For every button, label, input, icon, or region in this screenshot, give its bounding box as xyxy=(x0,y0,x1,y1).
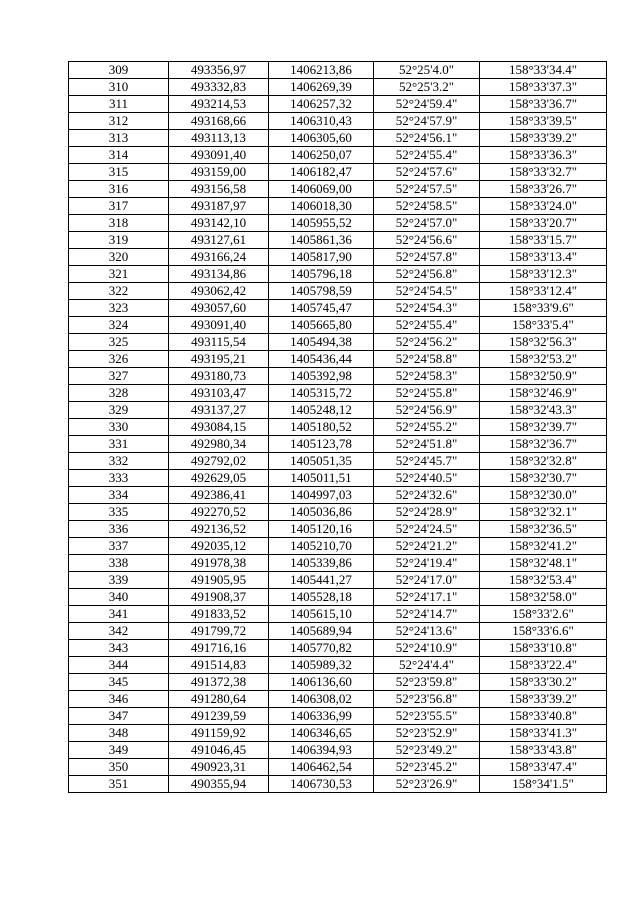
y-coordinate-cell: 1405123,78 xyxy=(269,436,374,453)
x-coordinate-cell: 493187,97 xyxy=(169,198,269,215)
latitude-cell: 52°24'57.8" xyxy=(374,249,480,266)
point-number-cell: 317 xyxy=(69,198,169,215)
latitude-cell: 52°24'54.3" xyxy=(374,300,480,317)
x-coordinate-cell: 493134,86 xyxy=(169,266,269,283)
table-row xyxy=(69,130,607,147)
y-coordinate-cell: 1406462,54 xyxy=(269,759,374,776)
x-coordinate-cell: 493091,40 xyxy=(169,317,269,334)
y-coordinate-cell: 1405036,86 xyxy=(269,504,374,521)
longitude-cell: 158°33'47.4" xyxy=(480,759,607,776)
table-row xyxy=(69,215,607,232)
table-row xyxy=(69,572,607,589)
point-number-cell: 350 xyxy=(69,759,169,776)
table-row xyxy=(69,657,607,674)
y-coordinate-cell: 1406136,60 xyxy=(269,674,374,691)
x-coordinate-cell: 491978,38 xyxy=(169,555,269,572)
point-number-cell: 333 xyxy=(69,470,169,487)
point-number-cell: 312 xyxy=(69,113,169,130)
table-row xyxy=(69,113,607,130)
table-row xyxy=(69,232,607,249)
y-coordinate-cell: 1405796,18 xyxy=(269,266,374,283)
table-row xyxy=(69,385,607,402)
x-coordinate-cell: 493137,27 xyxy=(169,402,269,419)
y-coordinate-cell: 1406730,53 xyxy=(269,776,374,793)
latitude-cell: 52°24'58.8" xyxy=(374,351,480,368)
point-number-cell: 342 xyxy=(69,623,169,640)
table-row xyxy=(69,708,607,725)
table-row xyxy=(69,725,607,742)
latitude-cell: 52°24'59.4" xyxy=(374,96,480,113)
x-coordinate-cell: 493091,40 xyxy=(169,147,269,164)
table-row xyxy=(69,249,607,266)
x-coordinate-cell: 491239,59 xyxy=(169,708,269,725)
x-coordinate-cell: 493103,47 xyxy=(169,385,269,402)
point-number-cell: 320 xyxy=(69,249,169,266)
x-coordinate-cell: 491280,64 xyxy=(169,691,269,708)
table-row xyxy=(69,555,607,572)
x-coordinate-cell: 492136,52 xyxy=(169,521,269,538)
table-row xyxy=(69,96,607,113)
y-coordinate-cell: 1405441,27 xyxy=(269,572,374,589)
x-coordinate-cell: 493332,83 xyxy=(169,79,269,96)
point-number-cell: 340 xyxy=(69,589,169,606)
longitude-cell: 158°33'5.4" xyxy=(480,317,607,334)
x-coordinate-cell: 492629,05 xyxy=(169,470,269,487)
y-coordinate-cell: 1405011,51 xyxy=(269,470,374,487)
point-number-cell: 345 xyxy=(69,674,169,691)
x-coordinate-cell: 492792,02 xyxy=(169,453,269,470)
latitude-cell: 52°23'56.8" xyxy=(374,691,480,708)
latitude-cell: 52°24'24.5" xyxy=(374,521,480,538)
y-coordinate-cell: 1405989,32 xyxy=(269,657,374,674)
latitude-cell: 52°24'57.5" xyxy=(374,181,480,198)
table-row xyxy=(69,674,607,691)
x-coordinate-cell: 491514,83 xyxy=(169,657,269,674)
point-number-cell: 348 xyxy=(69,725,169,742)
point-number-cell: 331 xyxy=(69,436,169,453)
longitude-cell: 158°33'34.4" xyxy=(480,62,607,79)
y-coordinate-cell: 1404997,03 xyxy=(269,487,374,504)
x-coordinate-cell: 493156,58 xyxy=(169,181,269,198)
point-number-cell: 318 xyxy=(69,215,169,232)
x-coordinate-cell: 493159,00 xyxy=(169,164,269,181)
y-coordinate-cell: 1406305,60 xyxy=(269,130,374,147)
longitude-cell: 158°32'36.5" xyxy=(480,521,607,538)
y-coordinate-cell: 1405615,10 xyxy=(269,606,374,623)
x-coordinate-cell: 491799,72 xyxy=(169,623,269,640)
x-coordinate-cell: 492386,41 xyxy=(169,487,269,504)
latitude-cell: 52°24'57.6" xyxy=(374,164,480,181)
latitude-cell: 52°23'49.2" xyxy=(374,742,480,759)
longitude-cell: 158°33'41.3" xyxy=(480,725,607,742)
y-coordinate-cell: 1406213,86 xyxy=(269,62,374,79)
point-number-cell: 349 xyxy=(69,742,169,759)
longitude-cell: 158°32'46.9" xyxy=(480,385,607,402)
table-row xyxy=(69,759,607,776)
point-number-cell: 322 xyxy=(69,283,169,300)
latitude-cell: 52°24'10.9" xyxy=(374,640,480,657)
point-number-cell: 327 xyxy=(69,368,169,385)
y-coordinate-cell: 1405392,98 xyxy=(269,368,374,385)
table-row xyxy=(69,623,607,640)
latitude-cell: 52°24'56.2" xyxy=(374,334,480,351)
y-coordinate-cell: 1405494,38 xyxy=(269,334,374,351)
latitude-cell: 52°25'3.2" xyxy=(374,79,480,96)
x-coordinate-cell: 492980,34 xyxy=(169,436,269,453)
latitude-cell: 52°23'45.2" xyxy=(374,759,480,776)
table-row xyxy=(69,521,607,538)
latitude-cell: 52°24'57.9" xyxy=(374,113,480,130)
coordinates-table xyxy=(68,61,607,793)
longitude-cell: 158°32'30.7" xyxy=(480,470,607,487)
x-coordinate-cell: 491372,38 xyxy=(169,674,269,691)
longitude-cell: 158°33'12.3" xyxy=(480,266,607,283)
table-row xyxy=(69,436,607,453)
x-coordinate-cell: 491159,92 xyxy=(169,725,269,742)
point-number-cell: 339 xyxy=(69,572,169,589)
point-number-cell: 313 xyxy=(69,130,169,147)
longitude-cell: 158°32'30.0" xyxy=(480,487,607,504)
table-row xyxy=(69,164,607,181)
y-coordinate-cell: 1406310,43 xyxy=(269,113,374,130)
point-number-cell: 310 xyxy=(69,79,169,96)
latitude-cell: 52°24'57.0" xyxy=(374,215,480,232)
table-row xyxy=(69,62,607,79)
point-number-cell: 324 xyxy=(69,317,169,334)
point-number-cell: 329 xyxy=(69,402,169,419)
x-coordinate-cell: 493084,15 xyxy=(169,419,269,436)
table-row xyxy=(69,266,607,283)
latitude-cell: 52°24'40.5" xyxy=(374,470,480,487)
x-coordinate-cell: 490355,94 xyxy=(169,776,269,793)
table-row xyxy=(69,283,607,300)
longitude-cell: 158°33'26.7" xyxy=(480,181,607,198)
table-row xyxy=(69,453,607,470)
point-number-cell: 346 xyxy=(69,691,169,708)
y-coordinate-cell: 1405248,12 xyxy=(269,402,374,419)
point-number-cell: 338 xyxy=(69,555,169,572)
longitude-cell: 158°33'20.7" xyxy=(480,215,607,232)
latitude-cell: 52°24'56.9" xyxy=(374,402,480,419)
longitude-cell: 158°33'10.8" xyxy=(480,640,607,657)
longitude-cell: 158°33'30.2" xyxy=(480,674,607,691)
table-row xyxy=(69,147,607,164)
table-row xyxy=(69,181,607,198)
x-coordinate-cell: 493115,54 xyxy=(169,334,269,351)
latitude-cell: 52°24'17.1" xyxy=(374,589,480,606)
longitude-cell: 158°33'9.6" xyxy=(480,300,607,317)
y-coordinate-cell: 1406394,93 xyxy=(269,742,374,759)
table-row xyxy=(69,589,607,606)
y-coordinate-cell: 1406269,39 xyxy=(269,79,374,96)
table-row xyxy=(69,351,607,368)
y-coordinate-cell: 1405120,16 xyxy=(269,521,374,538)
point-number-cell: 311 xyxy=(69,96,169,113)
y-coordinate-cell: 1406336,99 xyxy=(269,708,374,725)
table-row xyxy=(69,691,607,708)
x-coordinate-cell: 491908,37 xyxy=(169,589,269,606)
point-number-cell: 326 xyxy=(69,351,169,368)
y-coordinate-cell: 1405770,82 xyxy=(269,640,374,657)
table-row xyxy=(69,742,607,759)
longitude-cell: 158°33'37.3" xyxy=(480,79,607,96)
table-row xyxy=(69,334,607,351)
latitude-cell: 52°24'58.3" xyxy=(374,368,480,385)
table-row xyxy=(69,300,607,317)
table-row xyxy=(69,487,607,504)
longitude-cell: 158°33'36.7" xyxy=(480,96,607,113)
y-coordinate-cell: 1406250,07 xyxy=(269,147,374,164)
table-row xyxy=(69,538,607,555)
x-coordinate-cell: 493168,66 xyxy=(169,113,269,130)
y-coordinate-cell: 1405955,52 xyxy=(269,215,374,232)
latitude-cell: 52°25'4.0" xyxy=(374,62,480,79)
longitude-cell: 158°32'41.2" xyxy=(480,538,607,555)
table-row xyxy=(69,317,607,334)
y-coordinate-cell: 1406069,00 xyxy=(269,181,374,198)
latitude-cell: 52°24'51.8" xyxy=(374,436,480,453)
longitude-cell: 158°33'15.7" xyxy=(480,232,607,249)
x-coordinate-cell: 493195,21 xyxy=(169,351,269,368)
longitude-cell: 158°32'43.3" xyxy=(480,402,607,419)
longitude-cell: 158°32'53.4" xyxy=(480,572,607,589)
point-number-cell: 335 xyxy=(69,504,169,521)
point-number-cell: 315 xyxy=(69,164,169,181)
latitude-cell: 52°23'52.9" xyxy=(374,725,480,742)
longitude-cell: 158°33'39.2" xyxy=(480,130,607,147)
latitude-cell: 52°24'13.6" xyxy=(374,623,480,640)
longitude-cell: 158°33'22.4" xyxy=(480,657,607,674)
latitude-cell: 52°23'26.9" xyxy=(374,776,480,793)
x-coordinate-cell: 491905,95 xyxy=(169,572,269,589)
point-number-cell: 332 xyxy=(69,453,169,470)
point-number-cell: 319 xyxy=(69,232,169,249)
point-number-cell: 334 xyxy=(69,487,169,504)
x-coordinate-cell: 492035,12 xyxy=(169,538,269,555)
y-coordinate-cell: 1405745,47 xyxy=(269,300,374,317)
y-coordinate-cell: 1405798,59 xyxy=(269,283,374,300)
y-coordinate-cell: 1405436,44 xyxy=(269,351,374,368)
longitude-cell: 158°33'12.4" xyxy=(480,283,607,300)
y-coordinate-cell: 1405817,90 xyxy=(269,249,374,266)
latitude-cell: 52°24'17.0" xyxy=(374,572,480,589)
longitude-cell: 158°33'43.8" xyxy=(480,742,607,759)
latitude-cell: 52°24'32.6" xyxy=(374,487,480,504)
longitude-cell: 158°32'48.1" xyxy=(480,555,607,572)
longitude-cell: 158°33'39.5" xyxy=(480,113,607,130)
table-row xyxy=(69,606,607,623)
x-coordinate-cell: 492270,52 xyxy=(169,504,269,521)
latitude-cell: 52°24'56.8" xyxy=(374,266,480,283)
latitude-cell: 52°24'4.4" xyxy=(374,657,480,674)
longitude-cell: 158°32'56.3" xyxy=(480,334,607,351)
x-coordinate-cell: 493113,13 xyxy=(169,130,269,147)
longitude-cell: 158°32'50.9" xyxy=(480,368,607,385)
point-number-cell: 316 xyxy=(69,181,169,198)
point-number-cell: 330 xyxy=(69,419,169,436)
point-number-cell: 337 xyxy=(69,538,169,555)
x-coordinate-cell: 491046,45 xyxy=(169,742,269,759)
point-number-cell: 347 xyxy=(69,708,169,725)
x-coordinate-cell: 490923,31 xyxy=(169,759,269,776)
table-row xyxy=(69,402,607,419)
x-coordinate-cell: 493214,53 xyxy=(169,96,269,113)
table-row xyxy=(69,198,607,215)
table-row xyxy=(69,79,607,96)
point-number-cell: 321 xyxy=(69,266,169,283)
longitude-cell: 158°32'36.7" xyxy=(480,436,607,453)
y-coordinate-cell: 1405315,72 xyxy=(269,385,374,402)
x-coordinate-cell: 491833,52 xyxy=(169,606,269,623)
table-row xyxy=(69,776,607,793)
x-coordinate-cell: 493142,10 xyxy=(169,215,269,232)
table-row xyxy=(69,368,607,385)
y-coordinate-cell: 1405051,35 xyxy=(269,453,374,470)
y-coordinate-cell: 1405528,18 xyxy=(269,589,374,606)
x-coordinate-cell: 491716,16 xyxy=(169,640,269,657)
point-number-cell: 328 xyxy=(69,385,169,402)
longitude-cell: 158°32'58.0" xyxy=(480,589,607,606)
latitude-cell: 52°24'45.7" xyxy=(374,453,480,470)
point-number-cell: 336 xyxy=(69,521,169,538)
y-coordinate-cell: 1406308,02 xyxy=(269,691,374,708)
latitude-cell: 52°24'55.8" xyxy=(374,385,480,402)
x-coordinate-cell: 493166,24 xyxy=(169,249,269,266)
longitude-cell: 158°32'32.1" xyxy=(480,504,607,521)
longitude-cell: 158°32'32.8" xyxy=(480,453,607,470)
x-coordinate-cell: 493062,42 xyxy=(169,283,269,300)
table-row xyxy=(69,640,607,657)
y-coordinate-cell: 1406018,30 xyxy=(269,198,374,215)
point-number-cell: 343 xyxy=(69,640,169,657)
latitude-cell: 52°24'19.4" xyxy=(374,555,480,572)
coordinates-table-body xyxy=(69,62,607,793)
longitude-cell: 158°34'1.5" xyxy=(480,776,607,793)
longitude-cell: 158°32'39.7" xyxy=(480,419,607,436)
latitude-cell: 52°24'21.2" xyxy=(374,538,480,555)
point-number-cell: 323 xyxy=(69,300,169,317)
latitude-cell: 52°23'55.5" xyxy=(374,708,480,725)
x-coordinate-cell: 493127,61 xyxy=(169,232,269,249)
longitude-cell: 158°33'40.8" xyxy=(480,708,607,725)
y-coordinate-cell: 1405180,52 xyxy=(269,419,374,436)
y-coordinate-cell: 1406182,47 xyxy=(269,164,374,181)
y-coordinate-cell: 1405339,86 xyxy=(269,555,374,572)
point-number-cell: 314 xyxy=(69,147,169,164)
x-coordinate-cell: 493180,73 xyxy=(169,368,269,385)
longitude-cell: 158°33'6.6" xyxy=(480,623,607,640)
y-coordinate-cell: 1405689,94 xyxy=(269,623,374,640)
x-coordinate-cell: 493057,60 xyxy=(169,300,269,317)
latitude-cell: 52°24'14.7" xyxy=(374,606,480,623)
point-number-cell: 309 xyxy=(69,62,169,79)
table-row xyxy=(69,504,607,521)
latitude-cell: 52°24'55.4" xyxy=(374,317,480,334)
longitude-cell: 158°33'2.6" xyxy=(480,606,607,623)
latitude-cell: 52°24'56.1" xyxy=(374,130,480,147)
longitude-cell: 158°33'24.0" xyxy=(480,198,607,215)
longitude-cell: 158°33'32.7" xyxy=(480,164,607,181)
y-coordinate-cell: 1406346,65 xyxy=(269,725,374,742)
latitude-cell: 52°24'54.5" xyxy=(374,283,480,300)
y-coordinate-cell: 1405861,36 xyxy=(269,232,374,249)
longitude-cell: 158°32'53.2" xyxy=(480,351,607,368)
latitude-cell: 52°24'55.4" xyxy=(374,147,480,164)
point-number-cell: 325 xyxy=(69,334,169,351)
longitude-cell: 158°33'36.3" xyxy=(480,147,607,164)
table-row xyxy=(69,470,607,487)
latitude-cell: 52°24'55.2" xyxy=(374,419,480,436)
y-coordinate-cell: 1405665,80 xyxy=(269,317,374,334)
longitude-cell: 158°33'39.2" xyxy=(480,691,607,708)
latitude-cell: 52°24'58.5" xyxy=(374,198,480,215)
y-coordinate-cell: 1405210,70 xyxy=(269,538,374,555)
x-coordinate-cell: 493356,97 xyxy=(169,62,269,79)
latitude-cell: 52°23'59.8" xyxy=(374,674,480,691)
y-coordinate-cell: 1406257,32 xyxy=(269,96,374,113)
point-number-cell: 341 xyxy=(69,606,169,623)
longitude-cell: 158°33'13.4" xyxy=(480,249,607,266)
latitude-cell: 52°24'56.6" xyxy=(374,232,480,249)
table-row xyxy=(69,419,607,436)
point-number-cell: 344 xyxy=(69,657,169,674)
latitude-cell: 52°24'28.9" xyxy=(374,504,480,521)
point-number-cell: 351 xyxy=(69,776,169,793)
